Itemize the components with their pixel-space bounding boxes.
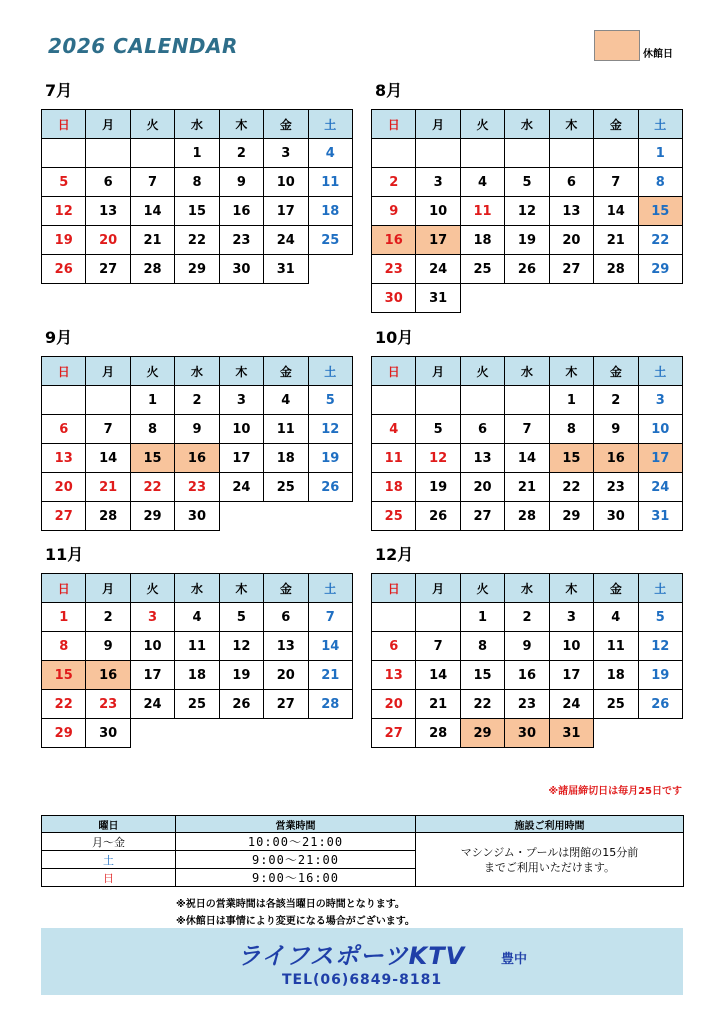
day-cell: 17 (219, 444, 263, 473)
day-cell: 21 (86, 473, 130, 502)
calendar-grid (371, 356, 683, 531)
closed-day-cell: 30 (505, 719, 549, 748)
day-cell: 8 (42, 632, 86, 661)
hours-row-day: 土 (42, 851, 176, 869)
weekday-header: 月 (86, 357, 130, 386)
day-cell: 7 (130, 168, 174, 197)
day-cell: 21 (594, 226, 638, 255)
day-cell: 1 (130, 386, 174, 415)
empty-day-cell (594, 284, 638, 313)
page-title: 2026 CALENDAR (48, 34, 238, 58)
empty-day-cell (549, 139, 593, 168)
weekday-header: 土 (638, 574, 682, 603)
day-cell: 26 (219, 690, 263, 719)
weekday-header: 水 (175, 574, 219, 603)
day-cell: 28 (505, 502, 549, 531)
day-cell: 26 (308, 473, 352, 502)
day-cell: 5 (416, 415, 460, 444)
day-cell: 2 (86, 603, 130, 632)
footnote-closure-change: ※休館日は事情により変更になる場合がございます。 (176, 916, 415, 927)
hours-row-time: 9:00～21:00 (176, 851, 416, 869)
day-cell: 8 (549, 415, 593, 444)
empty-day-cell (130, 719, 174, 748)
day-cell: 4 (308, 139, 352, 168)
day-cell: 7 (416, 632, 460, 661)
day-cell: 11 (264, 415, 308, 444)
hours-header-day: 曜日 (42, 816, 176, 833)
day-cell: 1 (638, 139, 682, 168)
day-cell: 18 (175, 661, 219, 690)
day-cell: 19 (505, 226, 549, 255)
facility-hours-note (416, 833, 684, 887)
day-cell: 26 (42, 255, 86, 284)
weekday-header: 金 (594, 110, 638, 139)
day-cell: 2 (175, 386, 219, 415)
empty-day-cell (416, 139, 460, 168)
weekday-header: 木 (219, 110, 263, 139)
day-cell: 14 (505, 444, 549, 473)
day-cell: 6 (372, 632, 416, 661)
empty-day-cell (130, 139, 174, 168)
weekday-header: 火 (460, 574, 504, 603)
day-cell: 5 (42, 168, 86, 197)
day-cell: 19 (416, 473, 460, 502)
day-cell: 12 (505, 197, 549, 226)
day-cell: 12 (219, 632, 263, 661)
closed-day-cell: 15 (638, 197, 682, 226)
empty-day-cell (264, 719, 308, 748)
day-cell: 28 (594, 255, 638, 284)
day-cell: 25 (594, 690, 638, 719)
calendar-grid (41, 356, 353, 531)
day-cell: 29 (130, 502, 174, 531)
month-title: 10月 (375, 328, 414, 347)
weekday-header: 木 (549, 357, 593, 386)
weekday-header: 木 (219, 574, 263, 603)
day-cell: 28 (86, 502, 130, 531)
empty-day-cell (86, 139, 130, 168)
day-cell: 26 (505, 255, 549, 284)
day-cell: 12 (416, 444, 460, 473)
empty-day-cell (505, 284, 549, 313)
day-cell: 3 (549, 603, 593, 632)
empty-day-cell (372, 139, 416, 168)
empty-day-cell (308, 719, 352, 748)
day-cell: 19 (638, 661, 682, 690)
day-cell: 3 (416, 168, 460, 197)
day-cell: 19 (308, 444, 352, 473)
closed-day-cell: 15 (549, 444, 593, 473)
weekday-header: 日 (372, 357, 416, 386)
day-cell: 22 (42, 690, 86, 719)
day-cell: 8 (175, 168, 219, 197)
day-cell: 23 (86, 690, 130, 719)
day-cell: 8 (130, 415, 174, 444)
empty-day-cell (42, 139, 86, 168)
empty-day-cell (549, 284, 593, 313)
day-cell: 11 (308, 168, 352, 197)
day-cell: 18 (372, 473, 416, 502)
day-cell: 21 (505, 473, 549, 502)
day-cell: 25 (308, 226, 352, 255)
day-cell: 28 (130, 255, 174, 284)
day-cell: 19 (219, 661, 263, 690)
day-cell: 6 (86, 168, 130, 197)
empty-day-cell (505, 386, 549, 415)
day-cell: 6 (42, 415, 86, 444)
empty-day-cell (594, 139, 638, 168)
day-cell: 22 (638, 226, 682, 255)
day-cell: 24 (549, 690, 593, 719)
empty-day-cell (416, 386, 460, 415)
day-cell: 27 (372, 719, 416, 748)
day-cell: 2 (594, 386, 638, 415)
empty-day-cell (308, 502, 352, 531)
day-cell: 14 (594, 197, 638, 226)
day-cell: 30 (372, 284, 416, 313)
weekday-header: 金 (264, 110, 308, 139)
weekday-header: 金 (594, 357, 638, 386)
day-cell: 4 (460, 168, 504, 197)
day-cell: 2 (372, 168, 416, 197)
weekday-header: 木 (219, 357, 263, 386)
day-cell: 30 (86, 719, 130, 748)
day-cell: 24 (264, 226, 308, 255)
empty-day-cell (219, 719, 263, 748)
weekday-header: 水 (505, 110, 549, 139)
day-cell: 9 (175, 415, 219, 444)
month-title: 12月 (375, 545, 414, 564)
day-cell: 2 (219, 139, 263, 168)
empty-day-cell (460, 284, 504, 313)
day-cell: 8 (460, 632, 504, 661)
facility-note-line: までご利用いただけます。 (483, 860, 616, 874)
month-title: 11月 (45, 545, 84, 564)
day-cell: 17 (549, 661, 593, 690)
day-cell: 9 (505, 632, 549, 661)
closed-day-legend-label: 休館日 (643, 49, 673, 60)
empty-day-cell (308, 255, 352, 284)
day-cell: 5 (308, 386, 352, 415)
weekday-header: 土 (638, 357, 682, 386)
day-cell: 1 (549, 386, 593, 415)
day-cell: 23 (219, 226, 263, 255)
day-cell: 31 (264, 255, 308, 284)
calendar-grid (371, 573, 683, 748)
weekday-header: 土 (308, 357, 352, 386)
day-cell: 27 (86, 255, 130, 284)
weekday-header: 火 (460, 357, 504, 386)
day-cell: 29 (175, 255, 219, 284)
day-cell: 14 (130, 197, 174, 226)
day-cell: 13 (460, 444, 504, 473)
day-cell: 10 (264, 168, 308, 197)
day-cell: 11 (460, 197, 504, 226)
empty-day-cell (219, 502, 263, 531)
day-cell: 11 (594, 632, 638, 661)
empty-day-cell (416, 603, 460, 632)
month-title: 9月 (45, 328, 73, 347)
day-cell: 14 (86, 444, 130, 473)
day-cell: 18 (264, 444, 308, 473)
day-cell: 12 (308, 415, 352, 444)
day-cell: 22 (175, 226, 219, 255)
day-cell: 31 (638, 502, 682, 531)
day-cell: 20 (549, 226, 593, 255)
weekday-header: 月 (416, 574, 460, 603)
day-cell: 9 (219, 168, 263, 197)
day-cell: 9 (594, 415, 638, 444)
day-cell: 9 (372, 197, 416, 226)
month-title: 8月 (375, 81, 403, 100)
day-cell: 10 (416, 197, 460, 226)
weekday-header: 日 (372, 110, 416, 139)
closed-day-cell: 16 (86, 661, 130, 690)
closed-day-cell: 16 (175, 444, 219, 473)
day-cell: 30 (219, 255, 263, 284)
day-cell: 20 (86, 226, 130, 255)
day-cell: 8 (638, 168, 682, 197)
day-cell: 21 (308, 661, 352, 690)
day-cell: 25 (264, 473, 308, 502)
empty-day-cell (638, 719, 682, 748)
day-cell: 16 (219, 197, 263, 226)
day-cell: 23 (175, 473, 219, 502)
day-cell: 20 (42, 473, 86, 502)
empty-day-cell (372, 603, 416, 632)
day-cell: 19 (42, 226, 86, 255)
day-cell: 30 (175, 502, 219, 531)
day-cell: 13 (372, 661, 416, 690)
weekday-header: 月 (416, 110, 460, 139)
day-cell: 14 (416, 661, 460, 690)
footer-banner (41, 928, 683, 995)
day-cell: 3 (219, 386, 263, 415)
day-cell: 20 (460, 473, 504, 502)
day-cell: 3 (264, 139, 308, 168)
empty-day-cell (264, 502, 308, 531)
empty-day-cell (594, 719, 638, 748)
day-cell: 4 (594, 603, 638, 632)
empty-day-cell (42, 386, 86, 415)
day-cell: 26 (638, 690, 682, 719)
day-cell: 3 (130, 603, 174, 632)
day-cell: 6 (549, 168, 593, 197)
day-cell: 21 (130, 226, 174, 255)
day-cell: 5 (219, 603, 263, 632)
day-cell: 7 (594, 168, 638, 197)
day-cell: 24 (416, 255, 460, 284)
empty-day-cell (638, 284, 682, 313)
facility-note-line: マシンジム・プールは閉館の15分前 (460, 845, 639, 859)
day-cell: 6 (264, 603, 308, 632)
weekday-header: 土 (308, 110, 352, 139)
weekday-header: 火 (130, 110, 174, 139)
empty-day-cell (86, 386, 130, 415)
day-cell: 23 (505, 690, 549, 719)
empty-day-cell (460, 139, 504, 168)
day-cell: 4 (175, 603, 219, 632)
day-cell: 20 (372, 690, 416, 719)
day-cell: 4 (264, 386, 308, 415)
day-cell: 13 (264, 632, 308, 661)
weekday-header: 金 (264, 574, 308, 603)
day-cell: 24 (638, 473, 682, 502)
weekday-header: 月 (86, 574, 130, 603)
weekday-header: 金 (594, 574, 638, 603)
day-cell: 21 (416, 690, 460, 719)
day-cell: 4 (372, 415, 416, 444)
day-cell: 28 (416, 719, 460, 748)
weekday-header: 水 (175, 357, 219, 386)
weekday-header: 日 (42, 357, 86, 386)
day-cell: 23 (594, 473, 638, 502)
hours-header-facility: 施設ご利用時間 (416, 816, 684, 833)
day-cell: 23 (372, 255, 416, 284)
day-cell: 15 (460, 661, 504, 690)
deadline-note: ※諸届締切日は毎月25日です (548, 786, 682, 797)
day-cell: 18 (460, 226, 504, 255)
day-cell: 27 (264, 690, 308, 719)
closed-day-cell: 16 (594, 444, 638, 473)
weekday-header: 月 (86, 110, 130, 139)
weekday-header: 水 (505, 574, 549, 603)
day-cell: 10 (130, 632, 174, 661)
weekday-header: 火 (130, 357, 174, 386)
day-cell: 29 (42, 719, 86, 748)
weekday-header: 火 (130, 574, 174, 603)
day-cell: 27 (460, 502, 504, 531)
day-cell: 13 (549, 197, 593, 226)
day-cell: 17 (130, 661, 174, 690)
day-cell: 22 (130, 473, 174, 502)
closed-day-cell: 17 (416, 226, 460, 255)
closed-day-cell: 16 (372, 226, 416, 255)
day-cell: 25 (372, 502, 416, 531)
day-cell: 28 (308, 690, 352, 719)
day-cell: 22 (549, 473, 593, 502)
day-cell: 27 (549, 255, 593, 284)
day-cell: 7 (505, 415, 549, 444)
day-cell: 18 (594, 661, 638, 690)
weekday-header: 木 (549, 110, 593, 139)
weekday-header: 日 (42, 574, 86, 603)
day-cell: 10 (219, 415, 263, 444)
weekday-header: 火 (460, 110, 504, 139)
weekday-header: 日 (42, 110, 86, 139)
empty-day-cell (175, 719, 219, 748)
day-cell: 13 (42, 444, 86, 473)
month-title: 7月 (45, 81, 73, 100)
day-cell: 16 (505, 661, 549, 690)
weekday-header: 金 (264, 357, 308, 386)
day-cell: 31 (416, 284, 460, 313)
day-cell: 11 (372, 444, 416, 473)
closed-day-cell: 15 (42, 661, 86, 690)
day-cell: 3 (638, 386, 682, 415)
weekday-header: 水 (505, 357, 549, 386)
brand-location: 豊中 (501, 952, 528, 967)
hours-header-time: 営業時間 (176, 816, 416, 833)
day-cell: 29 (638, 255, 682, 284)
day-cell: 5 (505, 168, 549, 197)
day-cell: 12 (42, 197, 86, 226)
day-cell: 1 (42, 603, 86, 632)
day-cell: 14 (308, 632, 352, 661)
empty-day-cell (505, 139, 549, 168)
weekday-header: 土 (308, 574, 352, 603)
day-cell: 12 (638, 632, 682, 661)
day-cell: 30 (594, 502, 638, 531)
calendar-grid (371, 109, 683, 313)
day-cell: 7 (86, 415, 130, 444)
day-cell: 25 (175, 690, 219, 719)
closed-day-cell: 17 (638, 444, 682, 473)
weekday-header: 日 (372, 574, 416, 603)
day-cell: 25 (460, 255, 504, 284)
day-cell: 2 (505, 603, 549, 632)
day-cell: 10 (638, 415, 682, 444)
day-cell: 18 (308, 197, 352, 226)
footnote-holiday-hours: ※祝日の営業時間は各該当曜日の時間となります。 (176, 899, 405, 910)
day-cell: 9 (86, 632, 130, 661)
calendar-grid (41, 109, 353, 284)
day-cell: 20 (264, 661, 308, 690)
day-cell: 5 (638, 603, 682, 632)
closed-day-legend-swatch (594, 30, 640, 61)
empty-day-cell (460, 386, 504, 415)
day-cell: 1 (175, 139, 219, 168)
closed-day-cell: 31 (549, 719, 593, 748)
day-cell: 15 (175, 197, 219, 226)
day-cell: 24 (130, 690, 174, 719)
day-cell: 7 (308, 603, 352, 632)
phone-number: TEL(06)6849-8181 (282, 972, 443, 988)
hours-row-day: 日 (42, 869, 176, 887)
day-cell: 29 (549, 502, 593, 531)
weekday-header: 水 (175, 110, 219, 139)
day-cell: 17 (264, 197, 308, 226)
hours-row-time: 9:00～16:00 (176, 869, 416, 887)
weekday-header: 月 (416, 357, 460, 386)
hours-row-day: 月～金 (42, 833, 176, 851)
empty-day-cell (372, 386, 416, 415)
brand-logo: ライフスポーツKTV (237, 942, 466, 970)
day-cell: 24 (219, 473, 263, 502)
closed-day-cell: 15 (130, 444, 174, 473)
day-cell: 1 (460, 603, 504, 632)
calendar-grid (41, 573, 353, 748)
day-cell: 11 (175, 632, 219, 661)
day-cell: 22 (460, 690, 504, 719)
day-cell: 6 (460, 415, 504, 444)
closed-day-cell: 29 (460, 719, 504, 748)
day-cell: 13 (86, 197, 130, 226)
day-cell: 26 (416, 502, 460, 531)
weekday-header: 木 (549, 574, 593, 603)
day-cell: 10 (549, 632, 593, 661)
hours-row-time: 10:00～21:00 (176, 833, 416, 851)
business-hours-table (41, 815, 684, 887)
day-cell: 27 (42, 502, 86, 531)
weekday-header: 土 (638, 110, 682, 139)
